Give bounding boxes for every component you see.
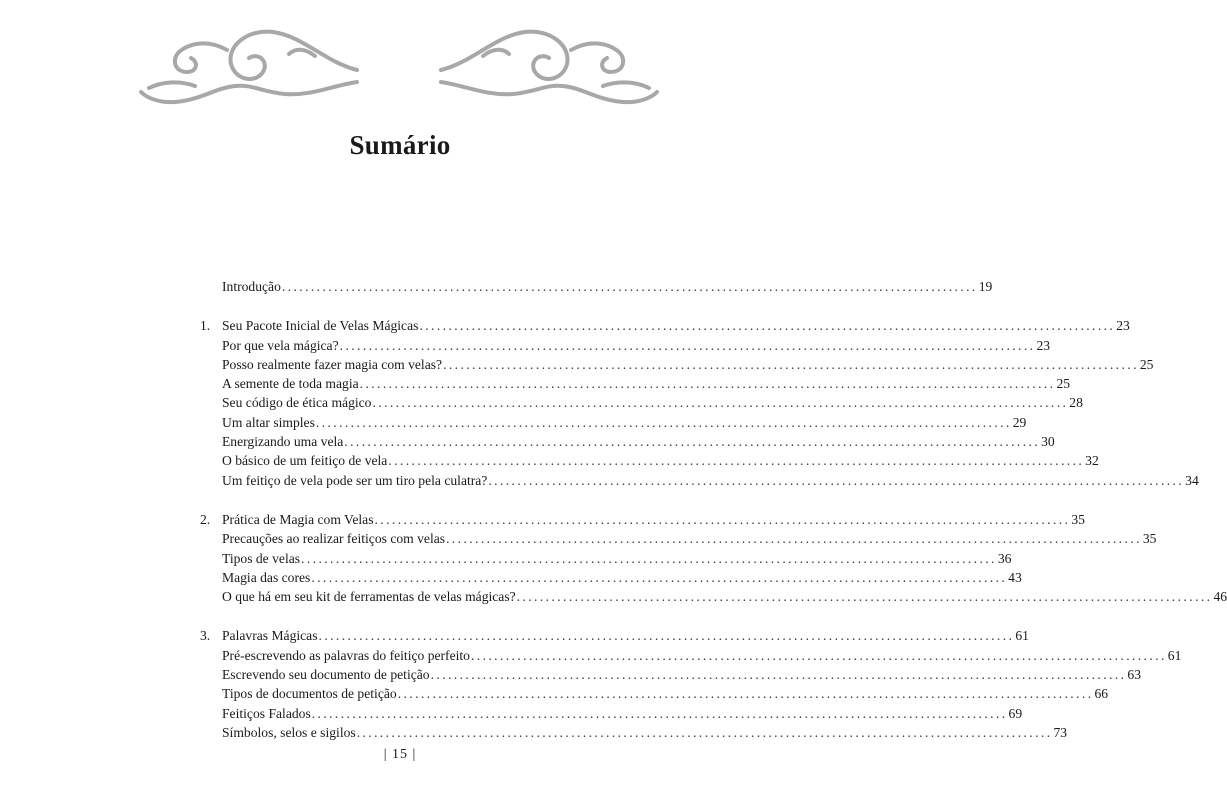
toc-entry-title: Por que vela mágica?: [222, 337, 339, 353]
dot-leader: ........................................................................................................................: [344, 434, 1041, 450]
page-number: | 15 |: [383, 747, 417, 762]
toc-entry-title: Energizando uma vela: [222, 434, 344, 450]
toc-entry-title: Tipos de documentos de petição: [222, 686, 397, 702]
toc-page-number: 61: [1167, 647, 1182, 663]
section-gap: [200, 606, 604, 626]
toc-page-number: 35: [1071, 511, 1085, 527]
dot-leader: ........................................................................................................................: [446, 531, 1142, 547]
toc-entry-title: A semente de toda magia: [222, 376, 359, 392]
toc-page-number: 28: [1069, 395, 1083, 411]
dot-leader: ........................................................................................................................: [516, 589, 1213, 605]
toc-entry[interactable]: [200, 665, 1142, 684]
dot-leader: ........................................................................................................................: [419, 318, 1116, 334]
toc-entry-title: Um altar simples: [222, 414, 315, 430]
toc-chapter-entry[interactable]: [200, 510, 1085, 529]
toc-entry-title: Palavras Mágicas: [222, 628, 318, 644]
toc-entry[interactable]: [200, 568, 1022, 587]
dot-leader: ........................................................................................................................: [430, 667, 1127, 683]
dot-leader: ........................................................................................................................: [339, 337, 1036, 353]
toc-chapter-entry[interactable]: [200, 316, 1130, 335]
toc-entry-title: Escrevendo seu documento de petição: [222, 667, 430, 683]
dot-leader: ........................................................................................................................: [311, 705, 1008, 721]
toc-entry-title: Símbolos, selos e sigilos: [222, 724, 356, 740]
toc-entry-title: Precauções ao realizar feitiços com velas: [222, 531, 446, 547]
dot-leader: ........................................................................................................................: [470, 647, 1167, 663]
toc-entry[interactable]: [200, 684, 1109, 703]
dot-leader: ........................................................................................................................: [388, 453, 1085, 469]
toc-entry-title: Seu Pacote Inicial de Velas Mágicas: [222, 318, 419, 334]
toc-entry[interactable]: [200, 277, 993, 296]
toc-entry[interactable]: [200, 646, 1182, 665]
dot-leader: ........................................................................................................................: [374, 511, 1071, 527]
dot-leader: ........................................................................................................................: [488, 472, 1185, 488]
toc-entry-title: Feitiços Falados: [222, 705, 311, 721]
chapter-number: 2.: [200, 511, 211, 527]
section-gap: [200, 490, 604, 510]
decorative-swirl-left-icon: [135, 22, 360, 112]
toc-page-number: 73: [1053, 724, 1068, 740]
toc-entry[interactable]: [200, 355, 1154, 374]
toc-page-number: 32: [1085, 453, 1099, 469]
toc-page-number: 36: [997, 550, 1012, 566]
toc-entry-title: Seu código de ética mágico: [222, 395, 372, 411]
toc-page-number: 23: [1036, 337, 1051, 353]
toc-page-number: 23: [1116, 318, 1130, 334]
toc-page-number: 61: [1015, 628, 1029, 644]
toc-entry[interactable]: [200, 723, 1068, 742]
toc-entry-title: Introdução: [222, 279, 281, 294]
toc-entry[interactable]: [200, 374, 1071, 393]
toc-entry[interactable]: [200, 549, 1012, 568]
toc-page-number: 25: [1056, 376, 1071, 392]
chapter-number: 3.: [200, 628, 211, 644]
dot-leader: ........................................................................................................................: [356, 724, 1053, 740]
toc-page-number: 25: [1139, 356, 1154, 372]
toc-entry[interactable]: [200, 529, 1157, 548]
toc-page-number: 66: [1094, 686, 1109, 702]
dot-leader: ........................................................................................................................: [318, 628, 1015, 644]
toc-page-number: 30: [1041, 434, 1055, 450]
toc-entry[interactable]: [200, 587, 1227, 606]
table-of-contents: [200, 277, 1227, 742]
dot-leader: ........................................................................................................................: [281, 279, 978, 294]
toc-entry-title: Tipos de velas: [222, 550, 301, 566]
dot-leader: ........................................................................................................................: [372, 395, 1069, 411]
decorative-swirl-right-icon: [438, 22, 663, 112]
dot-leader: ........................................................................................................................: [359, 376, 1056, 392]
toc-entry-title: Posso realmente fazer magia com velas?: [222, 356, 443, 372]
chapter-number: 1.: [200, 318, 211, 334]
toc-entry[interactable]: [200, 432, 1055, 451]
toc-entry-title: Pré-escrevendo as palavras do feitiço perfeito: [222, 647, 470, 663]
dot-leader: ........................................................................................................................: [311, 569, 1008, 585]
dot-leader: ........................................................................................................................: [443, 356, 1139, 372]
toc-page-number: 46: [1213, 589, 1227, 605]
dot-leader: ........................................................................................................................: [301, 550, 997, 566]
toc-entry[interactable]: [200, 451, 1099, 470]
toc-page-number: 35: [1142, 531, 1157, 547]
toc-entry-title: O que há em seu kit de ferramentas de velas mágicas?: [222, 589, 516, 605]
toc-page-number: 43: [1008, 569, 1022, 585]
toc-entry-title: Um feitiço de vela pode ser um tiro pela culatra?: [222, 472, 488, 488]
section-gap: [200, 296, 604, 316]
toc-page-number: 19: [978, 279, 993, 294]
toc-entry-title: O básico de um feitiço de vela: [222, 453, 388, 469]
toc-entry[interactable]: [200, 471, 1199, 490]
toc-page-number: 29: [1012, 414, 1027, 430]
dot-leader: ........................................................................................................................: [397, 686, 1094, 702]
toc-chapter-entry[interactable]: [200, 626, 1029, 645]
toc-entry[interactable]: [200, 704, 1023, 723]
toc-page-number: 63: [1127, 667, 1142, 683]
toc-page-number: 69: [1008, 705, 1023, 721]
dot-leader: ........................................................................................................................: [315, 414, 1012, 430]
page-title: Sumário: [349, 130, 451, 160]
toc-entry-title: Magia das cores: [222, 569, 311, 585]
toc-entry[interactable]: [200, 413, 1027, 432]
toc-page-number: 34: [1185, 472, 1199, 488]
toc-entry[interactable]: [200, 336, 1051, 355]
toc-entry-title: Prática de Magia com Velas: [222, 511, 374, 527]
toc-entry[interactable]: [200, 393, 1083, 412]
